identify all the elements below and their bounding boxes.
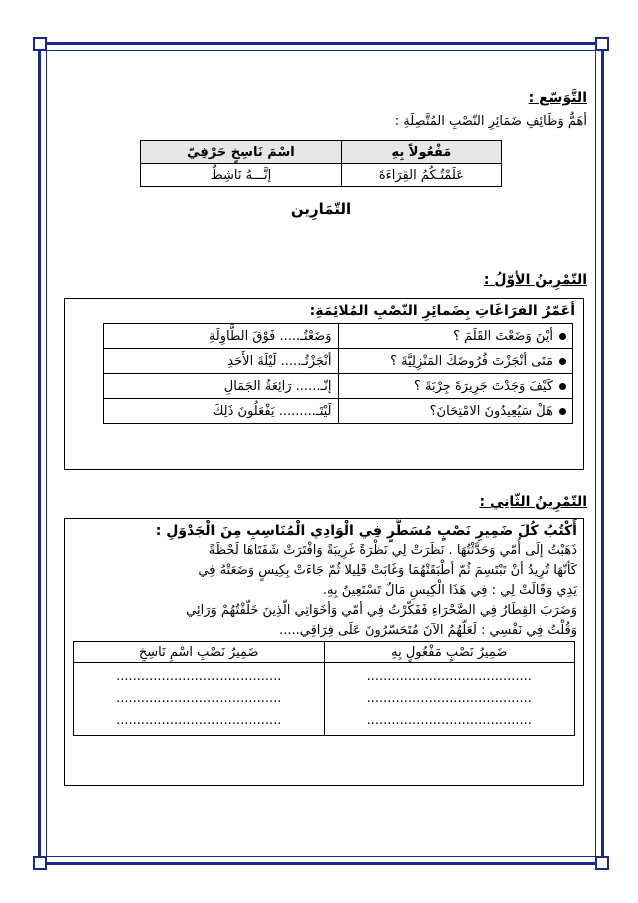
question-cell: هَلْ سَيُعِيدُونَ الامْتِحَانَ؟ [338,399,573,424]
exercise2-paragraph [71,541,577,641]
extension-subtitle: أهَمُّ وَظَائِفِ ضَمَائِرِ النّصْبِ المُتَّصِلَةِ : [394,114,587,129]
paragraph-line: وَضَرَبَ القِطَارُ فِي الصَّحْرَاءِ فَفَكّرْتُ فِي أمّي وَأخَوَاتِي الّذِينَ خَلّفْتُهُمْ وَرَائِي [186,603,577,618]
answer-area[interactable]: ........................................ ........................................ ........................................ [74,663,325,736]
answer-area[interactable]: ........................................ ........................................ ........................................ [324,663,575,736]
corner-ornament [33,37,47,51]
bullet-icon [559,383,566,390]
question-cell: كَيْفَ وَجَدْتَ جَرِيرَةَ جِرْبَةَ ؟ [338,374,573,399]
paragraph-line: يَدِي وَقَالَتْ لِي : فِي هَذَا الْكِيسِ مَالٌ تَسْتَعِينُ بِهِ. [322,583,577,598]
bullet-icon [559,333,566,340]
table-header: اسْمَ نَاسِخٍ حَرْفِيّ [141,141,342,164]
paragraph-line: كَأنّهَا تُرِيدُ أنْ تَبْتَسِمَ ثُمّ أطْبَقَتْهُمَا وَغَابَتْ قَلِيلا ثُمّ جَاءَتْ بِكِيسٍ وَضَعَتْهُ فِي [198,563,577,578]
answer-cell[interactable]: لَيْتَـ......... يَفْعَلُونَ ذَلِكَ [104,399,339,424]
answer-cell[interactable]: وَضَعْتُـ..... فَوْقَ الطَّاوِلَةِ [104,324,339,349]
table-row [104,349,573,374]
exercise1-box [64,298,584,470]
bullet-icon [559,358,566,365]
corner-ornament [595,856,609,870]
paragraph-line: وَقُلْتُ فِي نَفْسِي : لَعَلّهُمُ الآنَ مُتَحَسّرُونَ عَلَى فِرَاقِي..... [279,623,577,638]
exercise2-box [64,518,584,786]
bullet-icon [559,408,566,415]
table-header: مَفْعُولاً بِهِ [341,141,501,164]
extension-heading: التَّوَسّع : [528,90,587,106]
exercise2-instruction: أَكْتُبُ كُلَ ضَمِيرِ نَصْبٍ مُسَطَّرٍ فِي الْوَادِي الْمُنَاسِبِ مِنَ الْجَدْوَلِ : [155,523,577,539]
answer-cell[interactable]: إنّـ...... رَائِعَةُ الجَمَالِ [104,374,339,399]
table-row [104,324,573,349]
question-cell: أيْنَ وَضَعْتَ القَلَمَ ؟ [338,324,573,349]
exercise1-table [103,323,573,424]
exercise2-answer-table [73,641,575,736]
corner-ornament [33,856,47,870]
table-header: ضَمِيرُ نَصْبٍ مَفْعُولٍ بِهِ [324,642,575,663]
table-cell: عَلَمْتُـكُمُ القِرَاءَةَ [341,164,501,187]
answer-cell[interactable]: أنْجَزْتُـ..... لَيْلَةَ الأَحَدِ [104,349,339,374]
exercise2-heading: التّمْرِينُ الثّانِي : [479,494,587,510]
corner-ornament [595,37,609,51]
exercise1-instruction: أعَمّرُ الفرَاغَاتِ بِضَمائِرِ النّصْبِ المُلائِمَةِ: [309,303,575,319]
worksheet-page [55,58,587,848]
table-row [104,374,573,399]
table-row [104,399,573,424]
table-cell: إنَّـــهُ نَاشِطٌ [141,164,342,187]
exercise1-heading: التّمْرِينُ الأوّلُ : [483,272,587,288]
table-header: ضَمِيرُ نَصْبِ اسْمِ نَاسِخٍ [74,642,325,663]
pronoun-functions-table [140,140,502,187]
question-cell: مَتَى أنْجَزْتَ فُرُوضَكَ المَنْزِلِيَّةَ ؟ [338,349,573,374]
paragraph-line: ذَهَبْتُ إلَى أُمّي وَحَدَّثْتُهَا . نَظَرَتْ لِي نَظْرَةً غَرِيبَةً وَافْتَرَتْ شَفَتَاهَا لَحْظَةً [208,543,577,558]
exercises-title: التّمَارِين [290,200,352,218]
